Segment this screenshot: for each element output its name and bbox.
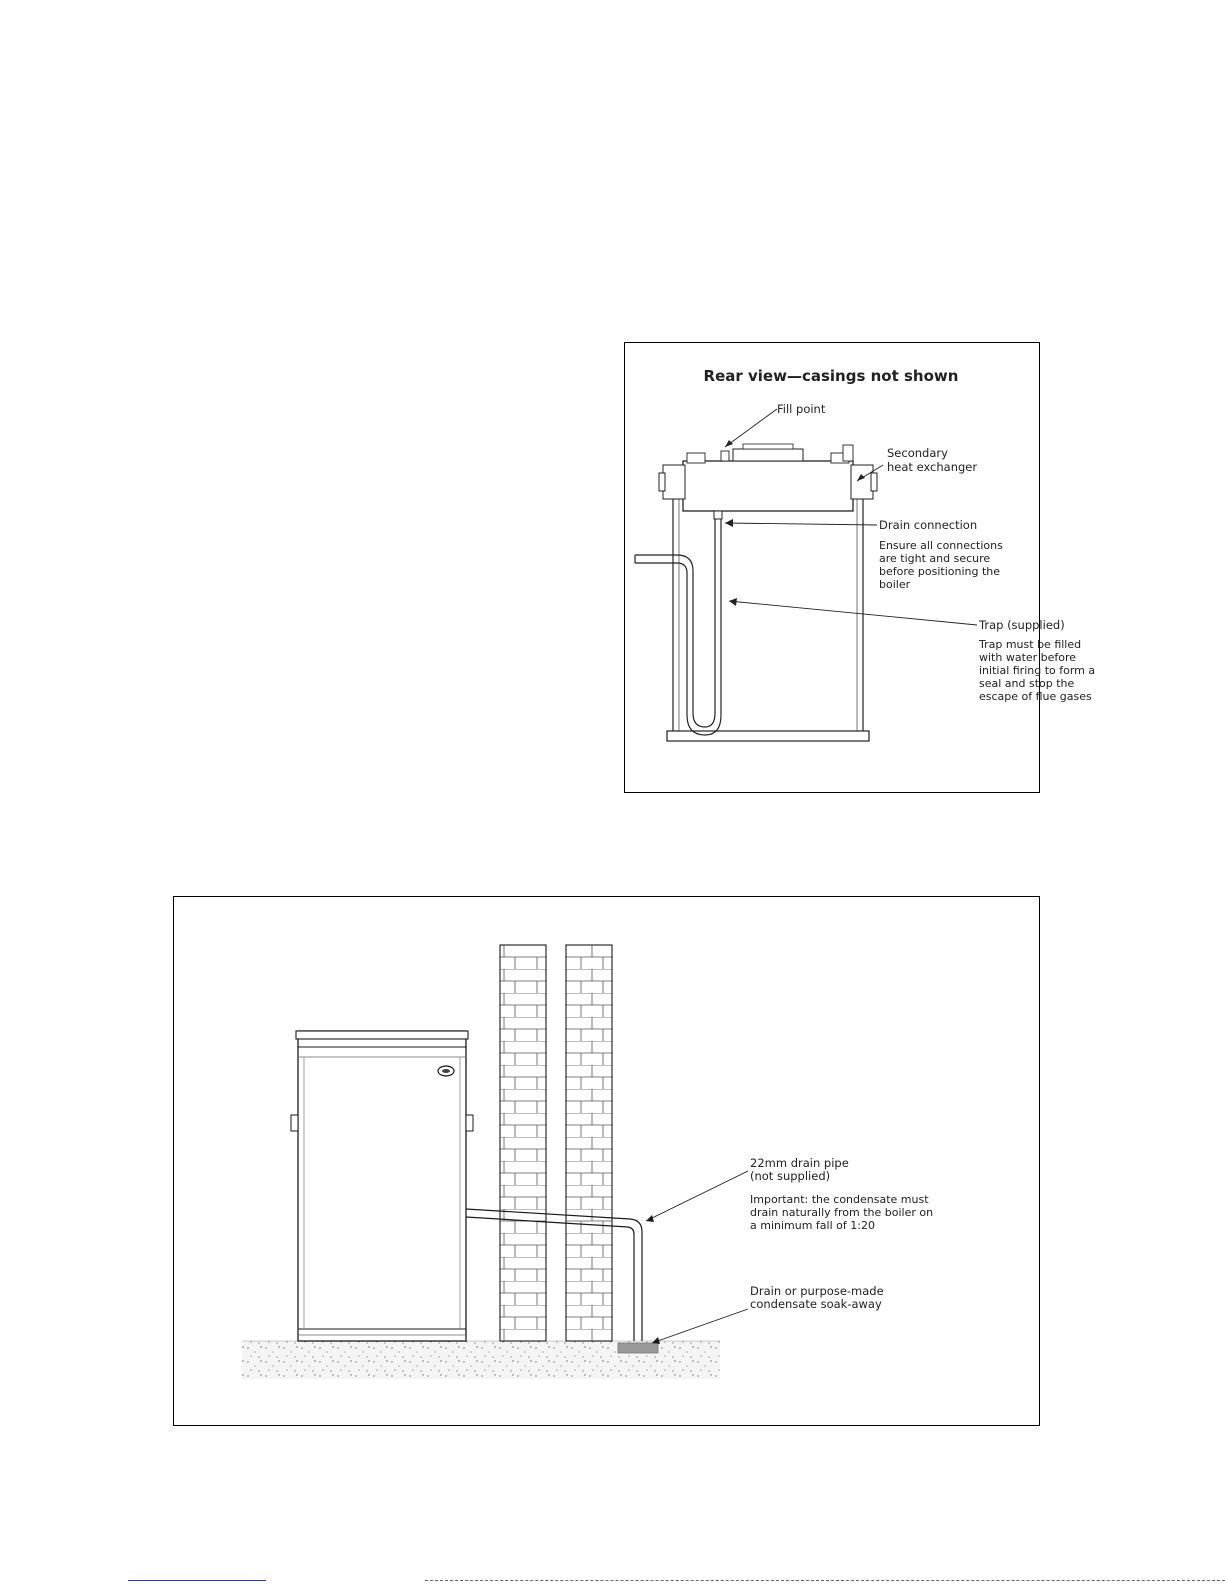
boiler-cabinet [298, 1031, 466, 1341]
rear-view-diagram [624, 342, 1096, 793]
secondary-heat-exchanger [683, 461, 853, 511]
drain-connection-fitting [714, 511, 722, 519]
side-handle-right [466, 1115, 473, 1131]
soakaway-leader [652, 1309, 748, 1343]
important-note-1: Important: the condensate must [750, 1193, 929, 1206]
drain-pipe-leader [646, 1171, 748, 1221]
fill-point-label: Fill point [777, 402, 826, 416]
soakaway-label-2: condensate soak-away [750, 1297, 882, 1311]
boiler-top-trim [296, 1031, 468, 1039]
trap-pipe-outer [635, 519, 715, 727]
brick-pier-right [566, 945, 612, 1341]
side-view-drawing [174, 897, 1038, 1424]
fill-point-leader [725, 409, 777, 447]
drain-note-2: are tight and secure [879, 552, 991, 565]
drain-pipe-arrow [646, 1215, 654, 1222]
soakaway-label-1: Drain or purpose-made [750, 1284, 884, 1298]
brick-pier-left [500, 945, 546, 1341]
secondary-hx-label-1: Secondary [887, 446, 948, 460]
drain-connection-leader [725, 523, 877, 525]
rear-view-title: Rear view—casings not shown [703, 367, 959, 385]
fill-point-fitting [721, 451, 729, 461]
trap-pipe-inner [635, 519, 721, 735]
side-handle-left [291, 1115, 298, 1131]
drain-pipe-label-2: (not supplied) [750, 1169, 831, 1183]
footer-link-underline [128, 1580, 266, 1581]
trap-note-1: Trap must be filled [979, 638, 1082, 651]
important-note-3: a minimum fall of 1:20 [750, 1219, 875, 1232]
rear-view-drawing [625, 343, 1096, 791]
drain-connection-label: Drain connection [879, 518, 978, 532]
soakaway-block [618, 1343, 658, 1353]
drain-pipe-label-1: 22mm drain pipe [750, 1156, 849, 1170]
drain-pipe-upper-edge [466, 1209, 642, 1341]
trap-leader [729, 601, 977, 625]
trap-note-2: with water before [979, 651, 1077, 664]
trap-note-5: escape of flue gases [979, 690, 1092, 703]
drain-note-1: Ensure all connections [879, 539, 1003, 552]
base-plate [667, 731, 869, 741]
trap-note-3: initial firing to form a [979, 664, 1096, 677]
top-cover [733, 449, 803, 461]
trap-label: Trap (supplied) [979, 618, 1065, 632]
footer-rule [425, 1580, 1225, 1581]
drain-note-3: before positioning the [879, 565, 1001, 578]
soakaway-arrow [652, 1337, 660, 1344]
trap-note-4: seal and stop the [979, 677, 1075, 690]
important-note-2: drain naturally from the boiler on [750, 1206, 934, 1219]
boiler-body-outline [673, 483, 863, 733]
drain-note-4: boiler [879, 578, 911, 591]
secondary-hx-label-2: heat exchanger [887, 460, 978, 474]
side-view-diagram [173, 896, 1040, 1426]
logo-badge-inner [442, 1069, 450, 1073]
